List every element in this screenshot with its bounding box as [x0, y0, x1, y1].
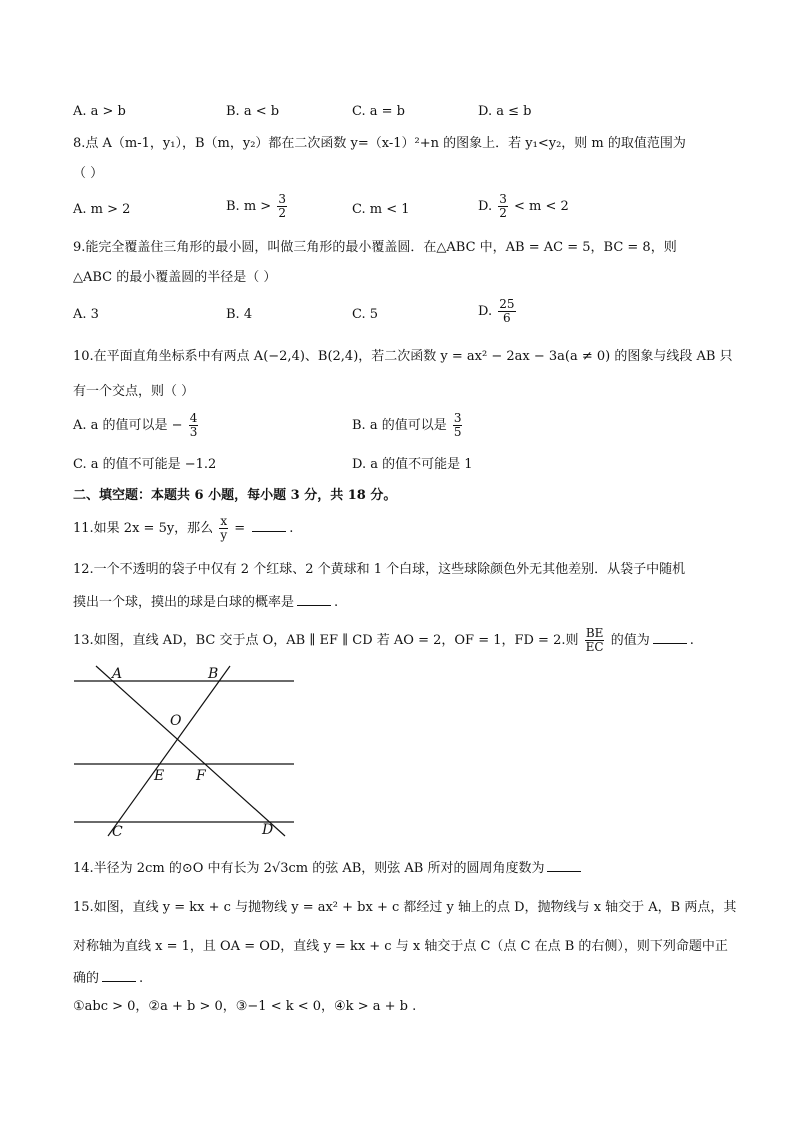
- q9-option-d-prefix: D.: [478, 304, 493, 319]
- fraction-numerator: x: [220, 514, 228, 528]
- label-c: C: [112, 824, 123, 840]
- q8-option-b: [226, 193, 289, 220]
- line-ad: [96, 666, 285, 836]
- q13-prefix: 13.如图，直线 AD，BC 交于点 O，AB ∥ EF ∥ CD 若 AO = 2，OF = 1，FD = 2.则: [73, 633, 579, 648]
- q15-statements: ①abc > 0，②a + b > 0，③−1 < k < 0，④k > a + b .: [73, 999, 417, 1014]
- q9-option-d: [478, 298, 518, 325]
- fraction-numerator: 3: [499, 192, 507, 206]
- q10-option-b: [352, 412, 464, 439]
- q9-stem-line2: △ABC 的最小覆盖圆的半径是（ ）: [73, 270, 277, 285]
- q10-option-c: C. a 的值不可能是 −1.2: [73, 457, 217, 472]
- q8-stem-line1: 8.点 A（m-1，y₁），B（m，y₂）都在二次函数 y=（x-1）²+n 的图象上．若 y₁<y₂，则 m 的取值范围为: [73, 136, 686, 151]
- fraction-denominator: EC: [585, 640, 604, 654]
- answer-blank: [297, 593, 331, 606]
- q13-figure: [70, 662, 300, 842]
- q7-option-d: D. a ≤ b: [478, 104, 532, 119]
- answer-blank: [547, 859, 581, 872]
- q8-option-c: C. m < 1: [352, 202, 410, 217]
- q11-end: .: [289, 521, 294, 536]
- q15-line3-end: .: [139, 971, 144, 986]
- fraction-numerator: 25: [499, 297, 515, 311]
- fraction-denominator: 6: [503, 311, 511, 325]
- q12-stem-line2: [73, 593, 338, 612]
- q13-end: .: [689, 633, 694, 648]
- label-e: E: [154, 768, 165, 784]
- q10-stem-line2: 有一个交点，则（ ）: [73, 384, 195, 399]
- label-f: F: [196, 768, 206, 784]
- section-heading-fill-in: 二、填空题：本题共 6 小题，每小题 3 分，共 18 分。: [73, 488, 397, 503]
- answer-blank: [653, 631, 687, 644]
- q15-stem-line2: 对称轴为直线 x = 1，且 OA = OD，直线 y = kx + c 与 x 轴交于点 C（点 C 在点 B 的右侧），则下列命题中正: [73, 939, 728, 954]
- q8-option-d: [478, 193, 569, 220]
- q7-option-b: B. a < b: [226, 104, 280, 119]
- q11-stem: [73, 515, 293, 542]
- q12-end: .: [334, 595, 339, 610]
- q8-option-d-prefix: D.: [478, 199, 493, 214]
- q9-stem-line1: 9.能完全覆盖住三角形的最小圆，叫做三角形的最小覆盖圆．在△ABC 中，AB = AC = 5，BC = 8，则: [73, 240, 677, 255]
- q8-option-d-suffix: < m < 2: [514, 199, 569, 214]
- q15-stem-line3: [73, 969, 143, 988]
- fraction-denominator: 5: [453, 425, 462, 439]
- fraction-denominator: 2: [278, 206, 286, 220]
- q9-option-c: C. 5: [352, 307, 379, 322]
- q13-fraction: [585, 627, 605, 654]
- label-o: O: [170, 713, 182, 729]
- q15-line3-prefix: 确的: [73, 971, 100, 986]
- q8-option-b-fraction: [277, 193, 287, 220]
- q13-stem: [73, 627, 694, 654]
- q8-option-a: A. m > 2: [73, 202, 131, 217]
- q11-suffix: =: [234, 521, 246, 536]
- q12-line2-text: 摸出一个球，摸出的球是白球的概率是: [73, 595, 295, 610]
- q12-stem-line1: 12.一个不透明的袋子中仅有 2 个红球、2 个黄球和 1 个白球，这些球除颜色外无其他差别．从袋子中随机: [73, 562, 686, 577]
- fraction-numerator: BE: [585, 626, 604, 640]
- q11-fraction: [219, 515, 228, 542]
- q8-option-d-fraction: [498, 193, 508, 220]
- label-d: D: [262, 822, 274, 838]
- q8-option-b-prefix: B. m >: [226, 199, 272, 214]
- q11-prefix: 11.如果 2x = 5y，那么: [73, 521, 214, 536]
- q10-option-a-prefix: A. a 的值可以是 −: [73, 418, 183, 433]
- q10-option-d: D. a 的值不可能是 1: [352, 457, 473, 472]
- q10-option-b-fraction: [453, 412, 463, 439]
- q9-option-a: A. 3: [73, 307, 99, 322]
- q10-option-b-prefix: B. a 的值可以是: [352, 418, 447, 433]
- q7-option-c: C. a = b: [352, 104, 405, 119]
- q10-option-a-fraction: [189, 412, 199, 439]
- line-bc: [108, 666, 230, 836]
- fraction-numerator: 3: [453, 411, 462, 425]
- fraction-numerator: 4: [189, 411, 198, 425]
- q9-option-b: B. 4: [226, 307, 253, 322]
- q8-stem-line2: （ ）: [73, 166, 104, 181]
- fraction-denominator: 3: [189, 425, 198, 439]
- label-b: B: [208, 666, 219, 682]
- q9-option-d-fraction: [498, 298, 515, 325]
- q15-stem-line1: 15.如图，直线 y = kx + c 与抛物线 y = ax² + bx + c 都经过 y 轴上的点 D，抛物线与 x 轴交于 A，B 两点，其: [73, 900, 737, 915]
- q7-option-a: A. a > b: [73, 104, 126, 119]
- answer-blank: [252, 519, 286, 532]
- q10-stem-line1: 10.在平面直角坐标系中有两点 A(−2,4)、B(2,4)，若二次函数 y = ax² − 2ax − 3a(a ≠ 0) 的图象与线段 AB 只: [73, 349, 733, 364]
- q14-stem: [73, 859, 584, 878]
- label-a: A: [112, 666, 123, 682]
- q14-text: 14.半径为 2cm 的⊙O 中有长为 2√3cm 的弦 AB，则弦 AB 所对的圆周角度数为: [73, 861, 545, 876]
- fraction-numerator: 3: [278, 192, 286, 206]
- answer-blank: [102, 969, 136, 982]
- fraction-denominator: y: [220, 528, 228, 542]
- fraction-denominator: 2: [499, 206, 507, 220]
- q10-option-a: [73, 412, 200, 439]
- q13-suffix: 的值为: [610, 633, 650, 648]
